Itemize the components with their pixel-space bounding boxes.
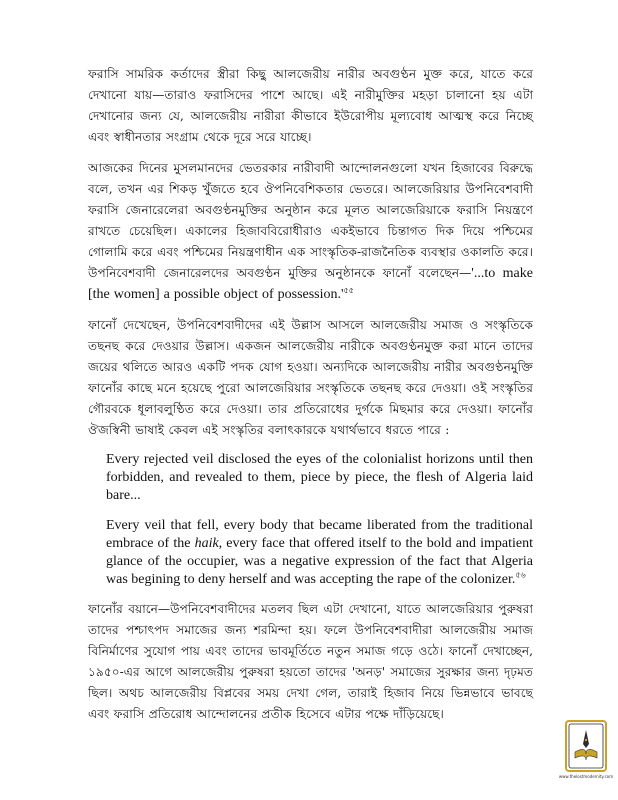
quote-text: , every face that offered itself to the bold and impatient glance of the occupier, was a negative expression of the fact that Algeria was begining to deny herself and was accepting the rape of the colonizer. [106,536,533,587]
paragraph-4: ফানোঁর বয়ানে—উপনিবেশবাদীদের মতলব ছিল এটা দেখানো, যাতে আলজেরিয়ার পুরুষরা তাদের পশ্চাৎপদ সমাজের জন্য শরমিন্দা হয়। ফলে উপনিবেশবাদীরা আলজেরীয় সমাজ বিনির্মাণের সুযোগ পায় এবং তাদের ভাবমূর্তিতে নতুন সমাজ গড়ে ওঠে। ফানোঁ দেখাচ্ছেন, ১৯৫০-এর আগে আলজেরীয় পুরুষরা হয়তো তাদের 'অনড়' সমাজের সুরক্ষার জন্য দৃঢ়মত ছিল। অথচ আলজেরীয় বিপ্লবের সময় দেখা গেল, তারাই হিজাব নিয়ে ভিন্নভাবে ভাবছে এবং ফরাসি প্রতিরোধ আন্দোলনের প্রতীক হিসেবে এটার পক্ষে দাঁড়িয়েছে। [88,602,533,721]
paragraph-3: ফানোঁ দেখেছেন, উপনিবেশবাদীদের এই উল্লাস আসলে আলজেরীয় সমাজ ও সংস্কৃতিকে তছনছ করে দেওয়ার উল্লাস। একজন আলজেরীয় নারীকে অবগুণ্ঠনমুক্ত করা মানে তাদের জয়ের থলিতে আরও একটি পদক যোগ হওয়া। অন্যদিকে আলজেরীয় নারীর অবগুণ্ঠনমুক্তি ফানোঁর কাছে মনে হয়েছে পুরো আলজেরিয়ার সংস্কৃতিকে তছনছ করে দেওয়া। ওই সংস্কৃতির গৌরবকে ধূলাবলুণ্ঠিত করে দেওয়া। তার প্রতিরোধের দুর্গকে মিছমার করে দেওয়া। ফানোঁর ঔজস্বিনী ভাষাই কেবল এই সংস্কৃতির বলাৎকারকে যথার্থভাবে ধরতে পারে : [88,318,533,437]
paragraph-1: ফরাসি সামরিক কর্তাদের স্ত্রীরা কিছু আলজেরীয় নারীর অবগুণ্ঠন মুক্ত করে, যাতে করে দেখানো যায়—তারাও ফরাসিদের পাশে আছে। এই নারীমুক্তির মহড়া চালানো হয় এটা দেখানোর জন্য যে, আলজেরীয় নারীরা কীভাবে ইউরোপীয় মূল্যবোধ আত্মস্থ করে নিচ্ছে এবং স্বাধীনতার সংগ্রাম থেকে দূরে সরে যাচ্ছে। [88,67,533,144]
page-body [88,64,533,735]
logo-url: www.thelostmodernity.com [558,774,614,779]
book-pen-emblem-icon [563,718,609,774]
footnote-marker: ৫৬ [515,570,526,580]
quote-paragraph-1: Every rejected veil disclosed the eyes of the colonialist horizons until then forbidden, and revealed to them, piece by piece, the flesh of Algeria laid bare... [106,452,533,503]
block-quote [106,451,533,589]
quote-italic-term: haik [194,536,219,551]
footnote-marker: ৫৫ [343,285,354,295]
paragraph-2-bengali: আজকের দিনের মুসলমানদের ভেতরকার নারীবাদী আন্দোলনগুলো যখন হিজাবের বিরুদ্ধে বলে, তখন এর শিকড় খুঁজতে হবে ঔপনিবেশিকতার ভেতরে। আলজেরিয়ার উপনিবেশবাদী ফরাসি জেনারেলেরা অবগুণ্ঠনমুক্তির অনুষ্ঠান করে মূলত আলজেরিয়াকে ফরাসি নিয়ন্ত্রণে রাখতে চেয়েছিল। একালের হিজাববিরোধীরাও একইভাবে চিন্তাগত দিক দিয়ে পশ্চিমের গোলামি করে এবং পশ্চিমের নিয়ন্ত্রণাধীন এক সাংস্কৃতিক-রাজনৈতিক ব্যবস্থার ওকালতি করে। উপনিবেশবাদী জেনারেলদের অবগুণ্ঠন মুক্তির অনুষ্ঠানকে ফানোঁ বলেছেন— [88,161,533,280]
paragraph-2 [88,158,533,305]
quote-text: Every veil that fell, every body that became liberated from the traditional embrace of the [106,518,533,551]
quote-paragraph-2 [106,517,533,589]
paragraph-2-english-quote: '...to make [the women] a possible object of possession.' [88,266,533,302]
